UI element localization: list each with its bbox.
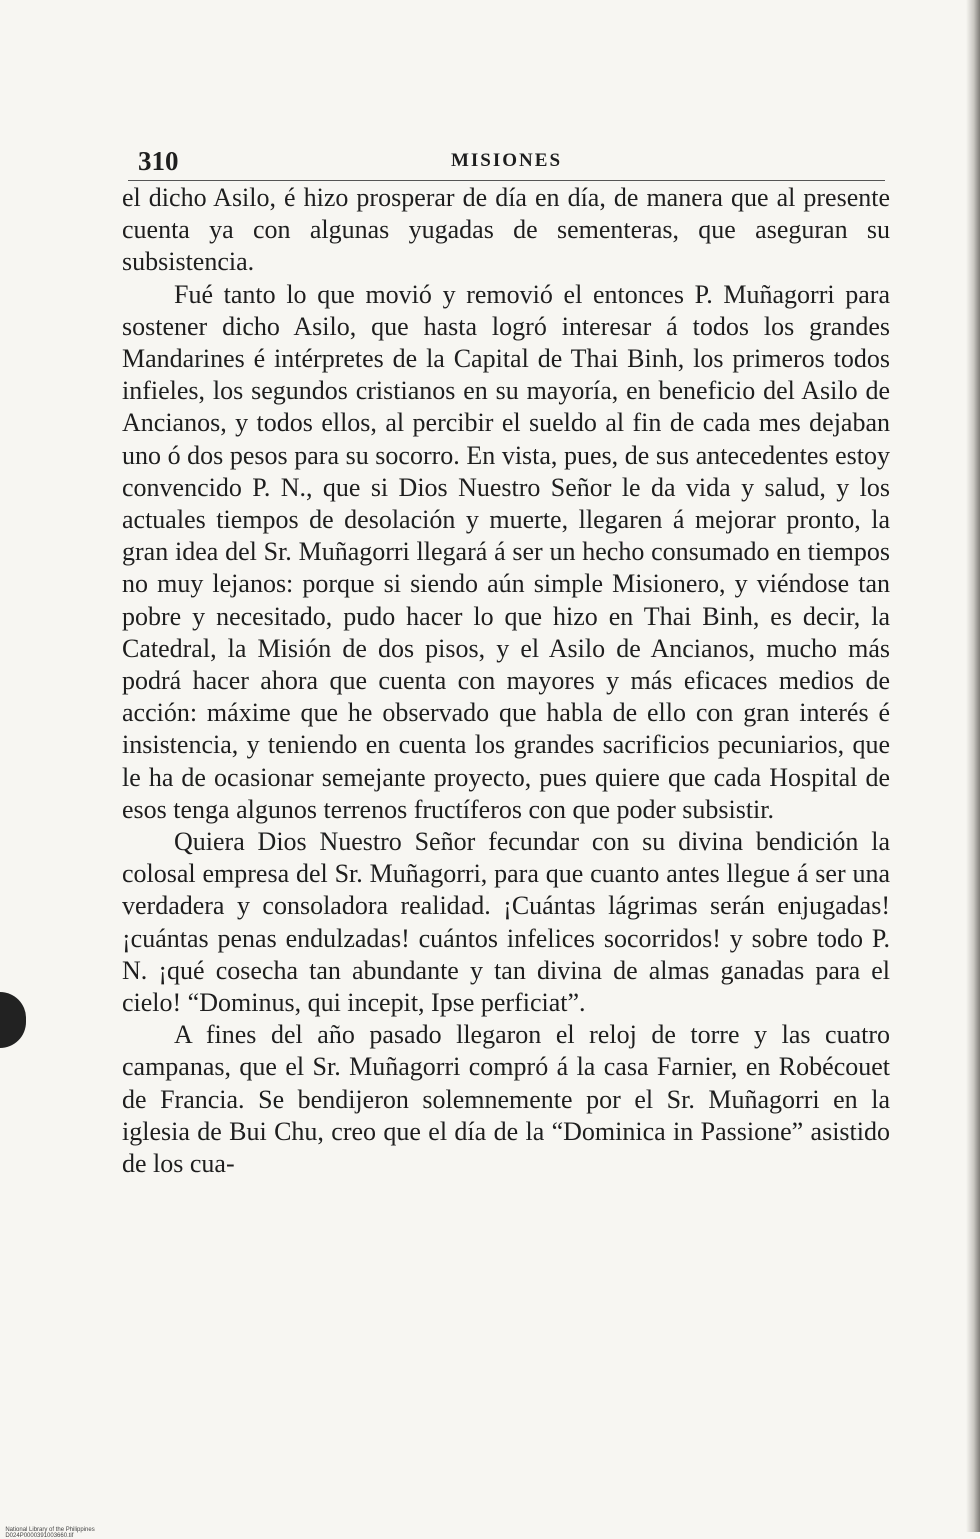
paragraph: A fines del año pasado llegaron el reloj de torre y las cuatro campanas, que el Sr. Muñagorri compró á la casa Farnier, en Robécouet de Francia. Se bendijeron solemnemente por el Sr. Muñagorri en la iglesia de Bui Chu, creo que el día de la “Dominica in Passione” asistido de los cua- bbox=[122, 1020, 890, 1179]
page-edge-shadow bbox=[966, 0, 980, 1532]
scan-footer bbox=[2, 1521, 107, 1539]
running-head: MISIONES bbox=[450, 150, 563, 171]
paragraph: Quiera Dios Nuestro Señor fecundar con su divina bendición la colosal empresa del Sr. Muñagorri, para que cuanto antes llegue á ser una verdadera y consoladora realidad. ¡Cuántas lágrimas serán enjugadas! ¡cuántas penas endulzadas! cuántos infelices socorridos! y sobre todo P. N. ¡qué cosecha tan abundante y tan divina de almas ganadas para el cielo! “Dominus, qui incepit, Ipse perficiat”. bbox=[122, 827, 890, 1018]
paragraph: Fué tanto lo que movió y removió el entonces P. Muñagorri para sostener dicho Asilo, que hasta logró interesar á todos los grandes Mandarines é intérpretes de la Capital de Thai Binh, los primeros todos infieles, los segundos cristianos en su mayoría, en beneficio del Asilo de Ancianos, y todos ellos, al percibir el sueldo al fin de cada mes dejaban uno ó dos pesos para su socorro. En vista, pues, de sus antecedentes estoy convencido P. N., que si Dios Nuestro Señor le da vida y salud, y los actuales tiempos de desolación y muerte, llegaren á mejorar pronto, la gran idea del Sr. Muñagorri llegará á ser un hecho consumado en tiempos no muy lejanos: porque si siendo aún simple Misionero, y viéndose tan pobre y necesitado, pudo hacer lo que hizo en Thai Binh, es decir, la Catedral, la Misión de dos pisos, y el Asilo de Ancianos, mucho más podrá hacer ahora que cuenta con mayores y más eficaces medios de acción: máxime que he observado que habla de ello con gran interés é insistencia, y teniendo en cuenta los grandes sacrificios pecuniarios, que le ha de ocasionar semejante proyecto, pues quiere que cada Hospital de esos tenga algunos terrenos fructíferos con que poder subsistir. bbox=[122, 279, 890, 824]
library-name: National Library of the Philippines bbox=[5, 1527, 95, 1533]
file-id: D024P0000391003660.tif bbox=[5, 1533, 74, 1539]
page-number: 310 bbox=[138, 146, 179, 176]
paragraph-continuation: el dicho Asilo, é hizo prosperar de día en día, de manera que al presente cuenta ya con algunas yugadas de sementeras, que aseguran su subsistencia. bbox=[122, 183, 890, 277]
page-header bbox=[128, 140, 885, 181]
body-text bbox=[122, 182, 890, 1180]
binding-mark bbox=[0, 992, 26, 1048]
